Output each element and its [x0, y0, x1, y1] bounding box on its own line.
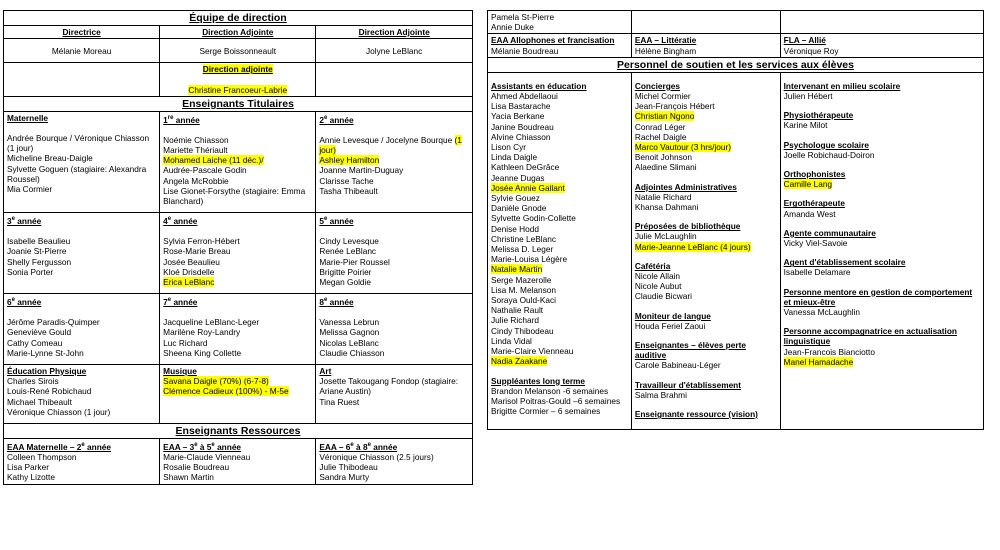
direction3-title: Direction adjointe: [202, 64, 273, 75]
section-eaa-3e-a-5e-annee: [163, 440, 312, 483]
empty-cell: [316, 63, 473, 97]
staff-name: Salma Brahmi: [634, 389, 687, 400]
grade-cell: [4, 364, 160, 423]
staff-name: Mia Cormier: [7, 184, 53, 195]
section-title: Orthophonistes: [783, 169, 846, 180]
highlight: Clémence Cadieux (100%) - M-5e: [163, 386, 289, 397]
staff-name: Véronique Chiasson (2.5 jours): [319, 451, 434, 462]
section-concierges: [635, 81, 777, 173]
staff-name: Nicolas LeBlanc: [319, 337, 379, 348]
staff-name: Natalie Richard: [634, 191, 692, 202]
staff-name: Linda Daigle: [491, 152, 538, 163]
highlight: Ashley Hamilton: [319, 155, 380, 166]
spacer: [7, 226, 156, 236]
staff-name: Jérôme Paradis-Quimper: [7, 317, 100, 328]
staff-name: [635, 111, 777, 121]
staff-name: Rosalie Boudreau: [163, 462, 230, 473]
staff-name: Marilène Roy-Landry: [163, 327, 241, 338]
staff-name: Nathalie Rault: [491, 305, 544, 316]
highlight: Savana Daigle (70%) (6-7-8): [163, 376, 269, 387]
eaa-cell: [631, 34, 780, 57]
section-title: 5e année: [319, 215, 354, 226]
staff-name: [491, 183, 628, 193]
spacer: [163, 125, 312, 135]
staff-name: Janine Boudreau: [491, 121, 554, 132]
section-education-physique: [7, 366, 156, 417]
section-title: Personne accompagnatrice en actualisation linguistique: [783, 326, 957, 347]
eaa-row: [488, 34, 984, 57]
staff-name: Claudie Chiasson: [319, 347, 385, 358]
staff-name: Julien Hébert: [783, 91, 833, 102]
section-enseignantes-eleves-perte-auditive: [635, 340, 777, 371]
staff-name: Cindy Thibodeau: [491, 325, 554, 336]
staff-name: Nicole Aubut: [634, 281, 682, 292]
section-eaa-6e-a-8e-annee: [319, 440, 469, 483]
highlight: Marie-Jeanne LeBlanc (4 jours): [634, 241, 751, 252]
section-title: Éducation Physique: [7, 365, 87, 376]
grade-cell: [160, 213, 316, 294]
section-intervenant-en-milieu-scolaire: [784, 81, 980, 101]
staff-name: Angela McRobbie: [163, 175, 229, 186]
staff-name: Joelle Robichaud-Doiron: [783, 149, 875, 160]
staff-name: Brigitte Cormier – 6 semaines: [491, 406, 601, 417]
staff-name: Julie McLaughlin: [634, 231, 697, 242]
staff-name: Sandra Murty: [319, 472, 370, 483]
highlight: (1 jour): [319, 134, 462, 155]
support-column-3: [780, 72, 983, 429]
staff-name: Serge Mazerolle: [491, 274, 552, 285]
section-title: 2e année: [319, 114, 354, 125]
section-title: Musique: [163, 365, 197, 376]
staff-name: Vanessa Lebrun: [319, 317, 380, 328]
staff-name: Shelly Fergusson: [7, 256, 72, 267]
staff-name: Lisa Bastarache: [491, 101, 551, 112]
staff-name: Karine Milot: [783, 120, 828, 131]
section-ergotherapeute: [784, 198, 980, 218]
staff-name: Ahmed Abdellaoui: [491, 91, 558, 102]
titulaires-row: [4, 213, 473, 294]
staff-name: Cindy Levesque: [319, 236, 379, 247]
staff-name: [635, 142, 777, 152]
staff-name: Audrée-Pascale Godin: [163, 165, 247, 176]
staff-name: Tasha Thibeault: [319, 185, 378, 196]
staff-name: [491, 356, 628, 366]
section-title: Agente communautaire: [783, 227, 876, 238]
staff-name: Joanne Martin-Duguay: [319, 165, 404, 176]
spacer: [319, 226, 469, 236]
direction-name-0: Mélanie Moreau: [4, 39, 160, 63]
staff-name: Véronique Roy: [783, 45, 839, 56]
staff-name: Tina Ruest: [319, 396, 360, 407]
section-title: EAA – 3e à 5e année: [163, 441, 242, 452]
eaa-cell: [488, 34, 632, 57]
section-title: Physiothérapeute: [783, 110, 854, 121]
staff-name: Kathleen DeGrâce: [491, 162, 560, 173]
staff-name: Jacqueline LeBlanc-Leger: [163, 317, 260, 328]
staff-name: Lisa M. Melanson: [491, 284, 557, 295]
staff-name: Jeanne Dugas: [491, 172, 545, 183]
spacer: [163, 307, 312, 317]
staff-name: Julie Richard: [491, 315, 539, 326]
staff-name: Kloé Drisdelle: [163, 266, 215, 277]
staff-name: Marie-Pier Roussel: [319, 256, 390, 267]
staff-name: Marie-Lynne St-John: [7, 347, 84, 358]
section-1re-annee: [163, 113, 312, 206]
staff-name: Danièle Gnode: [491, 203, 547, 214]
staff-name: Vicky Viel-Savoie: [783, 238, 848, 249]
direction-title-1: Direction Adjointe: [160, 26, 316, 39]
section-7e-annee: [163, 295, 312, 358]
staff-name: Marie-Claude Vienneau: [163, 451, 251, 462]
grade-cell: [4, 213, 160, 294]
grade-cell: [160, 364, 316, 423]
section-title: Enseignantes – élèves perte auditive: [634, 340, 746, 361]
header-personnel-soutien: Personnel de soutien et les services aux élèves: [488, 57, 984, 72]
staff-name: Clarisse Tache: [319, 175, 374, 186]
empty-cell: [780, 11, 983, 34]
staff-name: Khansa Dahmani: [634, 202, 699, 213]
staff-name: Vanessa McLaughlin: [783, 307, 861, 318]
section-eaa-allophones-et-francisation: [491, 35, 628, 55]
section-title: EAA – 6e à 8e année: [319, 441, 398, 452]
top-name: Annie Duke: [491, 22, 534, 33]
section-title: Enseignante ressource (vision): [634, 409, 758, 420]
spacer: [319, 307, 469, 317]
section-title: Psychologue scolaire: [783, 139, 869, 150]
staff-name: Rachel Daigle: [634, 131, 687, 142]
ressource-cell: [160, 438, 316, 484]
right-table: [487, 10, 984, 430]
staff-name: Josette Takougang Fondop (stagiaire: Ariane Austin): [319, 376, 459, 397]
ressource-cell: [4, 438, 160, 484]
section-title: Agent d'établissement scolaire: [783, 257, 906, 268]
staff-name: Josée Beaulieu: [163, 256, 220, 267]
staff-name: [319, 155, 469, 165]
highlight: Josée Annie Gallant: [491, 182, 565, 193]
section-title: 3e année: [7, 215, 42, 226]
staff-name: Sheena King Collette: [163, 347, 242, 358]
section-assistants-en-education: [491, 81, 628, 367]
header-enseignants-titulaires: Enseignants Titulaires: [4, 96, 473, 111]
section-title: EAA – Littératie: [634, 35, 697, 46]
left-table: [3, 10, 473, 485]
grade-cell: [160, 111, 316, 212]
staff-name: Megan Goldie: [319, 276, 372, 287]
section-title: EAA Maternelle – 2e année: [7, 441, 112, 452]
section-eaa-litteratie: [635, 35, 777, 55]
staff-name: Conrad Léger: [634, 121, 686, 132]
staff-name: Noémie Chiasson: [163, 134, 229, 145]
highlight: Erica LeBlanc: [163, 276, 215, 287]
direction-name-2: Jolyne LeBlanc: [316, 39, 473, 63]
section-6e-annee: [7, 295, 156, 358]
staff-name: Brandon Melanson -6 semaines: [491, 385, 609, 396]
highlight: Natalie Martin: [491, 264, 543, 275]
direction3-name: Christine Francoeur-Labrie: [188, 84, 288, 95]
section-title: Concierges: [634, 80, 681, 91]
top-name: Pamela St-Pierre: [491, 12, 555, 22]
section-title: Suppléantes long terme: [491, 375, 586, 386]
empty-cell: [631, 11, 780, 34]
section-title: Travailleur d'établissement: [634, 379, 742, 390]
staff-name: Sylvia Ferron-Hébert: [163, 236, 240, 247]
empty-cell: [4, 63, 160, 97]
header-equipe-direction: Équipe de direction: [4, 11, 473, 26]
section-personne-accompagnatrice-en-actualisation-linguistique: [784, 326, 980, 367]
section-title: 8e année: [319, 296, 354, 307]
staff-name: Jean-Francois Bianciotto: [783, 346, 875, 357]
section-personne-mentore-en-gestion-de-comportement-et-mieux-etre: [784, 287, 980, 318]
section-musique: [163, 366, 312, 397]
staff-name: Amanda West: [783, 208, 836, 219]
staff-name: Shawn Martin: [163, 472, 214, 483]
staff-name: Micheline Breau-Daigle: [7, 153, 93, 164]
staff-name: Sylvie Gouez: [491, 193, 540, 204]
section-2e-annee: [319, 113, 469, 196]
header-enseignants-ressources: Enseignants Ressources: [4, 423, 473, 438]
staff-name: Geneviève Gould: [7, 327, 72, 338]
staff-name: [491, 264, 628, 274]
section-8e-annee: [319, 295, 469, 358]
staff-name: Véronique Chiasson (1 jour): [7, 406, 111, 417]
section-title: Moniteur de langue: [634, 310, 711, 321]
staff-name: Melissa D. Leger: [491, 244, 554, 255]
section-title: FLA – Allié: [783, 35, 826, 46]
section-fla-allie: [784, 35, 980, 55]
staff-name: Joanie St-Pierre: [7, 246, 67, 257]
highlight: Nadia Zaakane: [491, 356, 548, 367]
titulaires-row: [4, 294, 473, 365]
staff-name: Michel Cormier: [634, 91, 691, 102]
staff-name: [163, 376, 312, 386]
section-eaa-maternelle-2e-annee: [7, 440, 156, 483]
staff-name: Lison Cyr: [491, 142, 527, 153]
grade-cell: [316, 294, 473, 365]
staff-name: Annie Levesque / Jocelyne Bourque (1 jour): [319, 134, 462, 155]
titulaires-row: [4, 364, 473, 423]
grade-cell: [316, 213, 473, 294]
staff-name: Michael Thibeault: [7, 396, 72, 407]
staff-name: Nicole Allain: [634, 271, 681, 282]
staff-name: Kathy Lizotte: [7, 472, 55, 483]
support-column-2: [631, 72, 780, 429]
ressource-cell: [316, 438, 473, 484]
top-names-cell: [488, 11, 632, 34]
staff-name: Mariette Thériault: [163, 144, 228, 155]
staff-name: Luc Richard: [163, 337, 208, 348]
eaa-cell: [780, 34, 983, 57]
section-title: Cafétéria: [634, 260, 671, 271]
staff-name: Hélène Bingham: [634, 45, 697, 56]
titulaires-body: [4, 111, 473, 423]
staff-name: Christine LeBlanc: [491, 233, 557, 244]
staff-name: Marie-Claire Vienneau: [491, 346, 574, 357]
grade-cell: [4, 111, 160, 212]
staff-name: Louis-René Robichaud: [7, 386, 92, 397]
staff-name: Charles Sirois: [7, 376, 59, 387]
staff-name: Sylvette Goguen (stagiaire: Alexandra Roussel): [7, 163, 147, 184]
grade-cell: [316, 111, 473, 212]
section-title: EAA Allophones et francisation: [491, 35, 615, 46]
staff-name: [784, 357, 980, 367]
staff-name: Houda Feriel Zaoui: [634, 320, 706, 331]
section-agente-communautaire: [784, 228, 980, 248]
highlight: Camille Lang: [783, 179, 833, 190]
section-title: Préposées de bibliothèque: [634, 221, 741, 232]
staff-name: [163, 155, 312, 165]
section-travailleur-d-etablissement: [635, 380, 777, 400]
staff-name: Marie-Louisa Légère: [491, 254, 568, 265]
section-title: 6e année: [7, 296, 42, 307]
staff-name: [784, 179, 980, 189]
staff-name: Benoit Johnson: [634, 152, 693, 163]
staff-name: Melissa Gagnon: [319, 327, 380, 338]
section-title: Art: [319, 365, 332, 376]
highlight: Mohamed Laiche (11 déc.)/: [163, 155, 264, 166]
section-4e-annee: [163, 214, 312, 287]
staff-name: Lisa Parker: [7, 462, 49, 473]
section-cafeteria: [635, 261, 777, 302]
section-adjointes-administratives: [635, 182, 777, 213]
staff-name: Lise Gionet-Forsythe (stagiaire: Emma Blanchard): [163, 185, 306, 206]
staff-name: Isabelle Delamare: [783, 267, 851, 278]
section-title: Ergothérapeute: [783, 198, 845, 209]
staff-name: Julie Thibodeau: [319, 462, 378, 473]
staff-name: Soraya Ould-Kaci: [491, 295, 557, 306]
section-enseignante-ressource-vision: [635, 409, 777, 419]
section-suppleantes-long-terme: [491, 376, 628, 417]
grade-cell: [4, 294, 160, 365]
section-title: 7e année: [163, 296, 198, 307]
spacer: [7, 307, 156, 317]
staff-name: Isabelle Beaulieu: [7, 236, 71, 247]
section-psychologue-scolaire: [784, 140, 980, 160]
spacer: [319, 125, 469, 135]
staff-name: [163, 277, 312, 287]
staff-name: [635, 242, 777, 252]
staff-name: Colleen Thompson: [7, 451, 77, 462]
section-title: 4e année: [163, 215, 198, 226]
section-title: Maternelle: [7, 112, 49, 123]
direction-adjointe-cell: [160, 63, 316, 97]
section-physiotherapeute: [784, 110, 980, 130]
section-title: 1re année: [163, 114, 200, 125]
staff-name: Rose-Marie Breau: [163, 246, 231, 257]
section-title: Personne mentore en gestion de comportement et mieux-être: [783, 286, 973, 307]
grade-cell: [316, 364, 473, 423]
staff-name: Mélanie Boudreau: [491, 45, 559, 56]
section-title: Adjointes Administratives: [634, 181, 737, 192]
section-agent-d-etablissement-scolaire: [784, 257, 980, 277]
staff-name: Andrée Bourque / Véronique Chiasson (1 jour): [7, 133, 150, 154]
staff-name: [163, 386, 312, 396]
highlight: Marco Vautour (3 hrs/jour): [634, 142, 732, 153]
staff-name: Denise Hodd: [491, 223, 539, 234]
section-5e-annee: [319, 214, 469, 287]
staff-name: Marisol Poitras-Gould –6 semaines: [491, 395, 621, 406]
staff-name: Carole Babineau-Léger: [634, 360, 721, 371]
spacer: [7, 123, 156, 133]
staff-name: Claudie Bicwari: [634, 291, 693, 302]
staff-name: Cathy Comeau: [7, 337, 63, 348]
highlight: Manel Hamadache: [783, 356, 854, 367]
section-preposees-de-bibliotheque: [635, 221, 777, 252]
staff-name: Sonia Porter: [7, 266, 54, 277]
section-moniteur-de-langue: [635, 311, 777, 331]
section-title: Intervenant en milieu scolaire: [783, 80, 901, 91]
staff-name: Brigitte Poirier: [319, 266, 372, 277]
staff-name: Alvine Chiasson: [491, 131, 551, 142]
staff-name: Linda Vidal: [491, 335, 532, 346]
section-maternelle: [7, 113, 156, 194]
support-column-1: [488, 72, 632, 429]
spacer: [163, 226, 312, 236]
right-page: [487, 10, 984, 430]
staff-name: Alaedine Slimani: [634, 162, 697, 173]
grade-cell: [160, 294, 316, 365]
section-title: Assistants en éducation: [491, 80, 587, 91]
titulaires-row: [4, 111, 473, 212]
section-art: [319, 366, 469, 407]
staff-name: Renée LeBlanc: [319, 246, 377, 257]
staff-name: Yacia Berkane: [491, 111, 545, 122]
staff-name: Jean-François Hébert: [634, 101, 715, 112]
section-3e-annee: [7, 214, 156, 277]
direction-name-1: Serge Boissonneault: [160, 39, 316, 63]
direction-title-2: Direction Adjointe: [316, 26, 473, 39]
left-page: [3, 10, 473, 485]
highlight: Christian Ngono: [634, 111, 695, 122]
direction-title-0: Directrice: [4, 26, 160, 39]
ressources-row: [4, 438, 473, 484]
staff-name: Sylvette Godin-Collette: [491, 213, 576, 224]
section-orthophonistes: [784, 169, 980, 189]
